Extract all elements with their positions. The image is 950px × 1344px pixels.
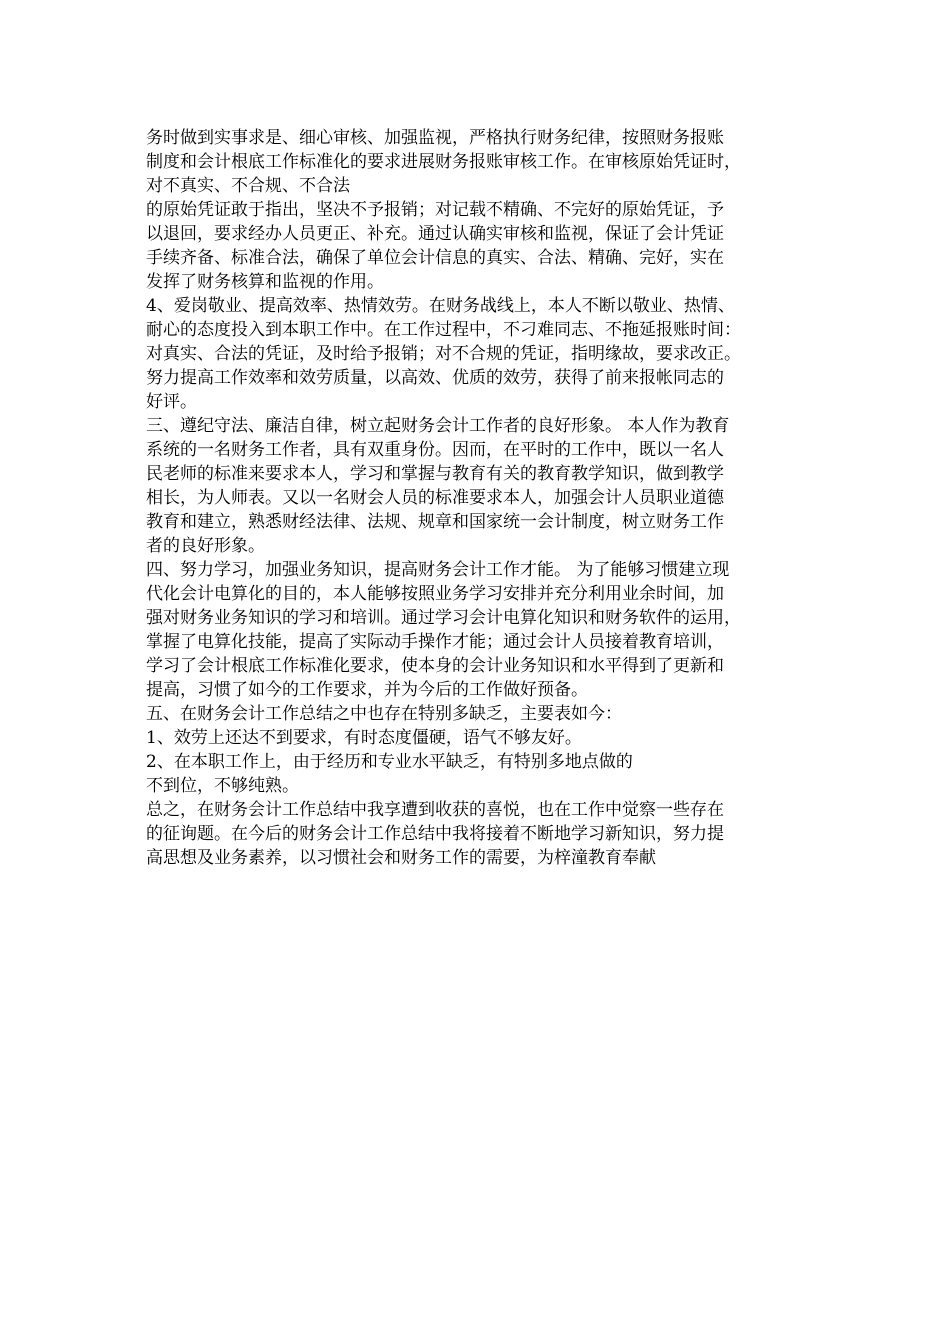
text-line: 制度和会计根底工作标准化的要求进展财务报账审核工作。在审核原始凭证时， xyxy=(146,152,741,172)
text-line: 者的良好形象。 xyxy=(146,536,265,556)
text-line: 民老师的标准来要求本人，学习和掌握与教育有关的教育教学知识，做到教学 xyxy=(146,464,724,484)
text-line: 三、遵纪守法、廉洁自律，树立起财务会计工作者的良好形象。 本人作为教育 xyxy=(146,416,730,436)
text-line: 四、努力学习，加强业务知识，提高财务会计工作才能。 为了能够习惯建立现 xyxy=(146,560,730,580)
text-line: 好评。 xyxy=(146,392,197,412)
text-line: 系统的一名财务工作者，具有双重身份。因而，在平时的工作中，既以一名人 xyxy=(146,440,724,460)
text-line: 对不真实、不合规、不合法 xyxy=(146,176,350,196)
text-line: 耐心的态度投入到本职工作中。在工作过程中，不刁难同志、不拖延报账时间： xyxy=(146,320,741,340)
text-line: 代化会计电算化的目的，本人能够按照业务学习安排并充分利用业余时间，加 xyxy=(146,584,724,604)
text-line: 的原始凭证敢于指出，坚决不予报销；对记载不精确、不完好的原始凭证，予 xyxy=(146,200,724,220)
text-line: 高思想及业务素养，以习惯社会和财务工作的需要，为梓潼教育奉献 xyxy=(146,848,656,868)
text-line: 努力提高工作效率和效劳质量，以高效、优质的效劳，获得了前来报帐同志的 xyxy=(146,368,724,388)
text-line: 务时做到实事求是、细心审核、加强监视，严格执行财务纪律，按照财务报账 xyxy=(146,128,724,148)
text-line: 4、爱岗敬业、提高效率、热情效劳。在财务战线上，本人不断以敬业、热情、 xyxy=(146,296,735,316)
text-line: 相长，为人师表。又以一名财会人员的标准要求本人，加强会计人员职业道德 xyxy=(146,488,724,508)
text-line: 提高，习惯了如今的工作要求，并为今后的工作做好预备。 xyxy=(146,680,588,700)
text-line: 教育和建立，熟悉财经法律、法规、规章和国家统一会计制度，树立财务工作 xyxy=(146,512,724,532)
text-line: 学习了会计根底工作标准化要求，使本身的会计业务知识和水平得到了更新和 xyxy=(146,656,724,676)
text-line: 发挥了财务核算和监视的作用。 xyxy=(146,272,384,292)
text-line: 以退回，要求经办人员更正、补充。通过认确实审核和监视，保证了会计凭证 xyxy=(146,224,724,244)
text-line: 总之，在财务会计工作总结中我享遭到收获的喜悦，也在工作中觉察一些存在 xyxy=(146,800,724,820)
text-line: 对真实、合法的凭证，及时给予报销；对不合规的凭证，指明缘故，要求改正。 xyxy=(146,344,741,364)
text-line: 强对财务业务知识的学习和培训。通过学习会计电算化知识和财务软件的运用， xyxy=(146,608,741,628)
document-body xyxy=(146,126,806,870)
text-line: 1、效劳上还达不到要求，有时态度僵硬，语气不够友好。 xyxy=(146,728,582,748)
text-line: 2、在本职工作上，由于经历和专业水平缺乏，有特别多地点做的 xyxy=(146,752,633,772)
text-line: 五、在财务会计工作总结之中也存在特别多缺乏，主要表如今： xyxy=(146,704,622,724)
text-line: 手续齐备、标准合法，确保了单位会计信息的真实、合法、精确、完好，实在 xyxy=(146,248,724,268)
text-line: 的征询题。在今后的财务会计工作总结中我将接着不断地学习新知识，努力提 xyxy=(146,824,724,844)
text-line: 掌握了电算化技能，提高了实际动手操作才能；通过会计人员接着教育培训， xyxy=(146,632,724,652)
text-line: 不到位，不够纯熟。 xyxy=(146,776,299,796)
